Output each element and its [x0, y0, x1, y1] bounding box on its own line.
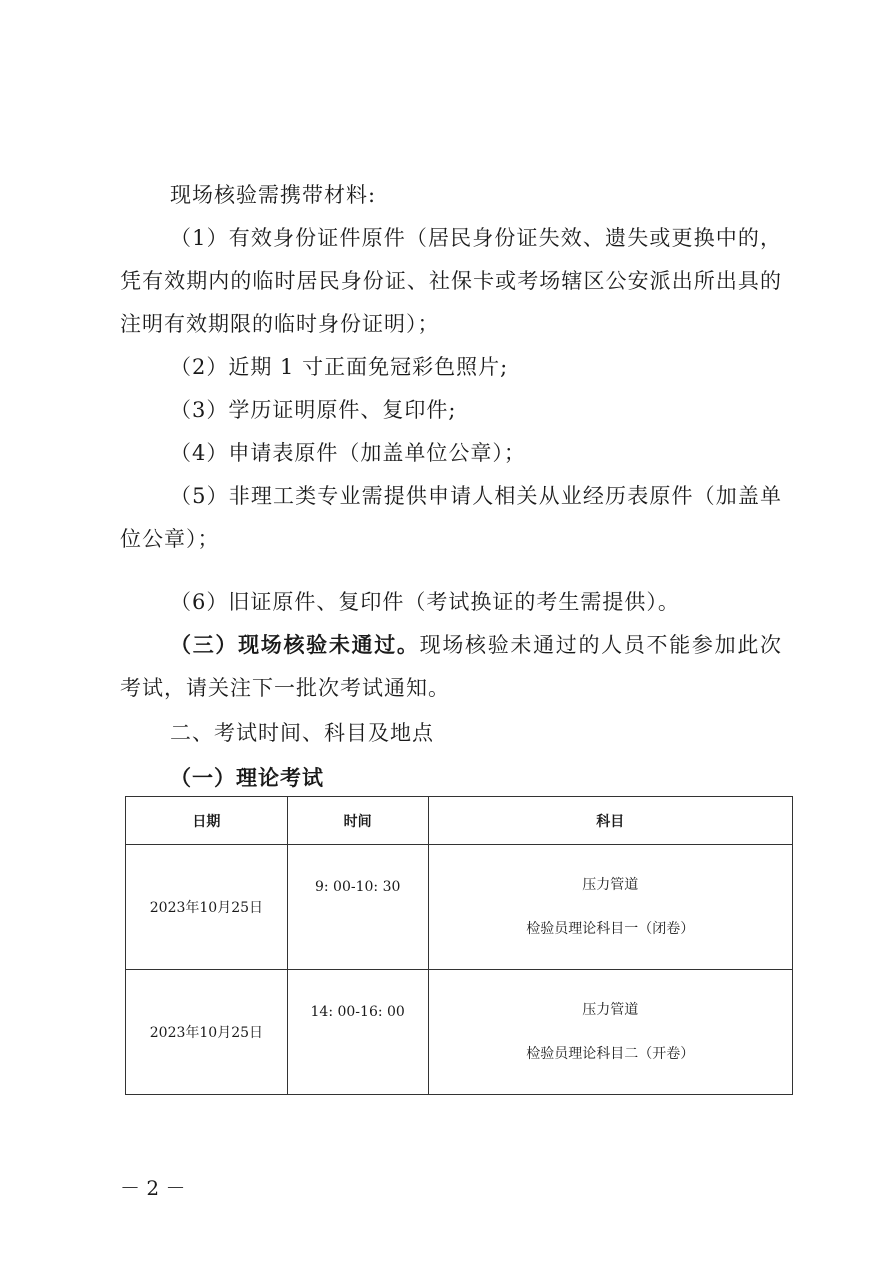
- table-row: [126, 845, 793, 970]
- material-item-5: （5）非理工类专业需提供申请人相关从业经历表原件（加盖单位公章）；: [120, 484, 782, 551]
- row-date: 2023年10月25日: [126, 845, 288, 970]
- subject-line-2: 检验员理论科目二（开卷）: [526, 1046, 695, 1062]
- subject-line-1: 压力管道: [582, 1002, 639, 1018]
- exam-schedule-table: [125, 796, 793, 1095]
- row-subject: [428, 845, 792, 970]
- header-date: 日期: [126, 797, 288, 845]
- material-item-2: （2）近期 1 寸正面免冠彩色照片;: [170, 355, 509, 379]
- table-header-row: [126, 797, 793, 845]
- material-item-4: （4）申请表原件（加盖单位公章）；: [170, 441, 526, 465]
- page-number: － 2 －: [120, 1176, 186, 1200]
- materials-intro: 现场核验需携带材料:: [170, 183, 377, 207]
- header-time: 时间: [287, 797, 428, 845]
- material-item-6: （6）旧证原件、复印件（考试换证的考生需提供）。: [170, 590, 680, 614]
- section-2-title: 二、考试时间、科目及地点: [170, 721, 434, 745]
- not-passed-heading: （三）现场核验未通过。: [170, 633, 420, 657]
- subject-line-2: 检验员理论科目一（闭卷）: [526, 921, 695, 937]
- not-passed-paragraph: [120, 624, 782, 710]
- row-time: 9: 00-10: 30: [287, 845, 428, 970]
- header-subject: 科目: [428, 797, 792, 845]
- table-row: [126, 970, 793, 1095]
- material-item-1: （1）有效身份证件原件（居民身份证失效、遗失或更换中的，凭有效期内的临时居民身份证、社保卡或考场辖区公安派出所出具的注明有效期限的临时身份证明）；: [120, 226, 782, 336]
- subject-line-1: 压力管道: [582, 877, 639, 893]
- theory-exam-title: （一）理论考试: [170, 766, 324, 790]
- row-time: 14: 00-16: 00: [287, 970, 428, 1095]
- row-date: 2023年10月25日: [126, 970, 288, 1095]
- material-item-3: （3）学历证明原件、复印件;: [170, 398, 457, 422]
- row-subject: [428, 970, 792, 1095]
- not-passed-text: 现场核验未通过的人员不能参加此次考试，请关注下一批次考试通知。: [120, 633, 783, 700]
